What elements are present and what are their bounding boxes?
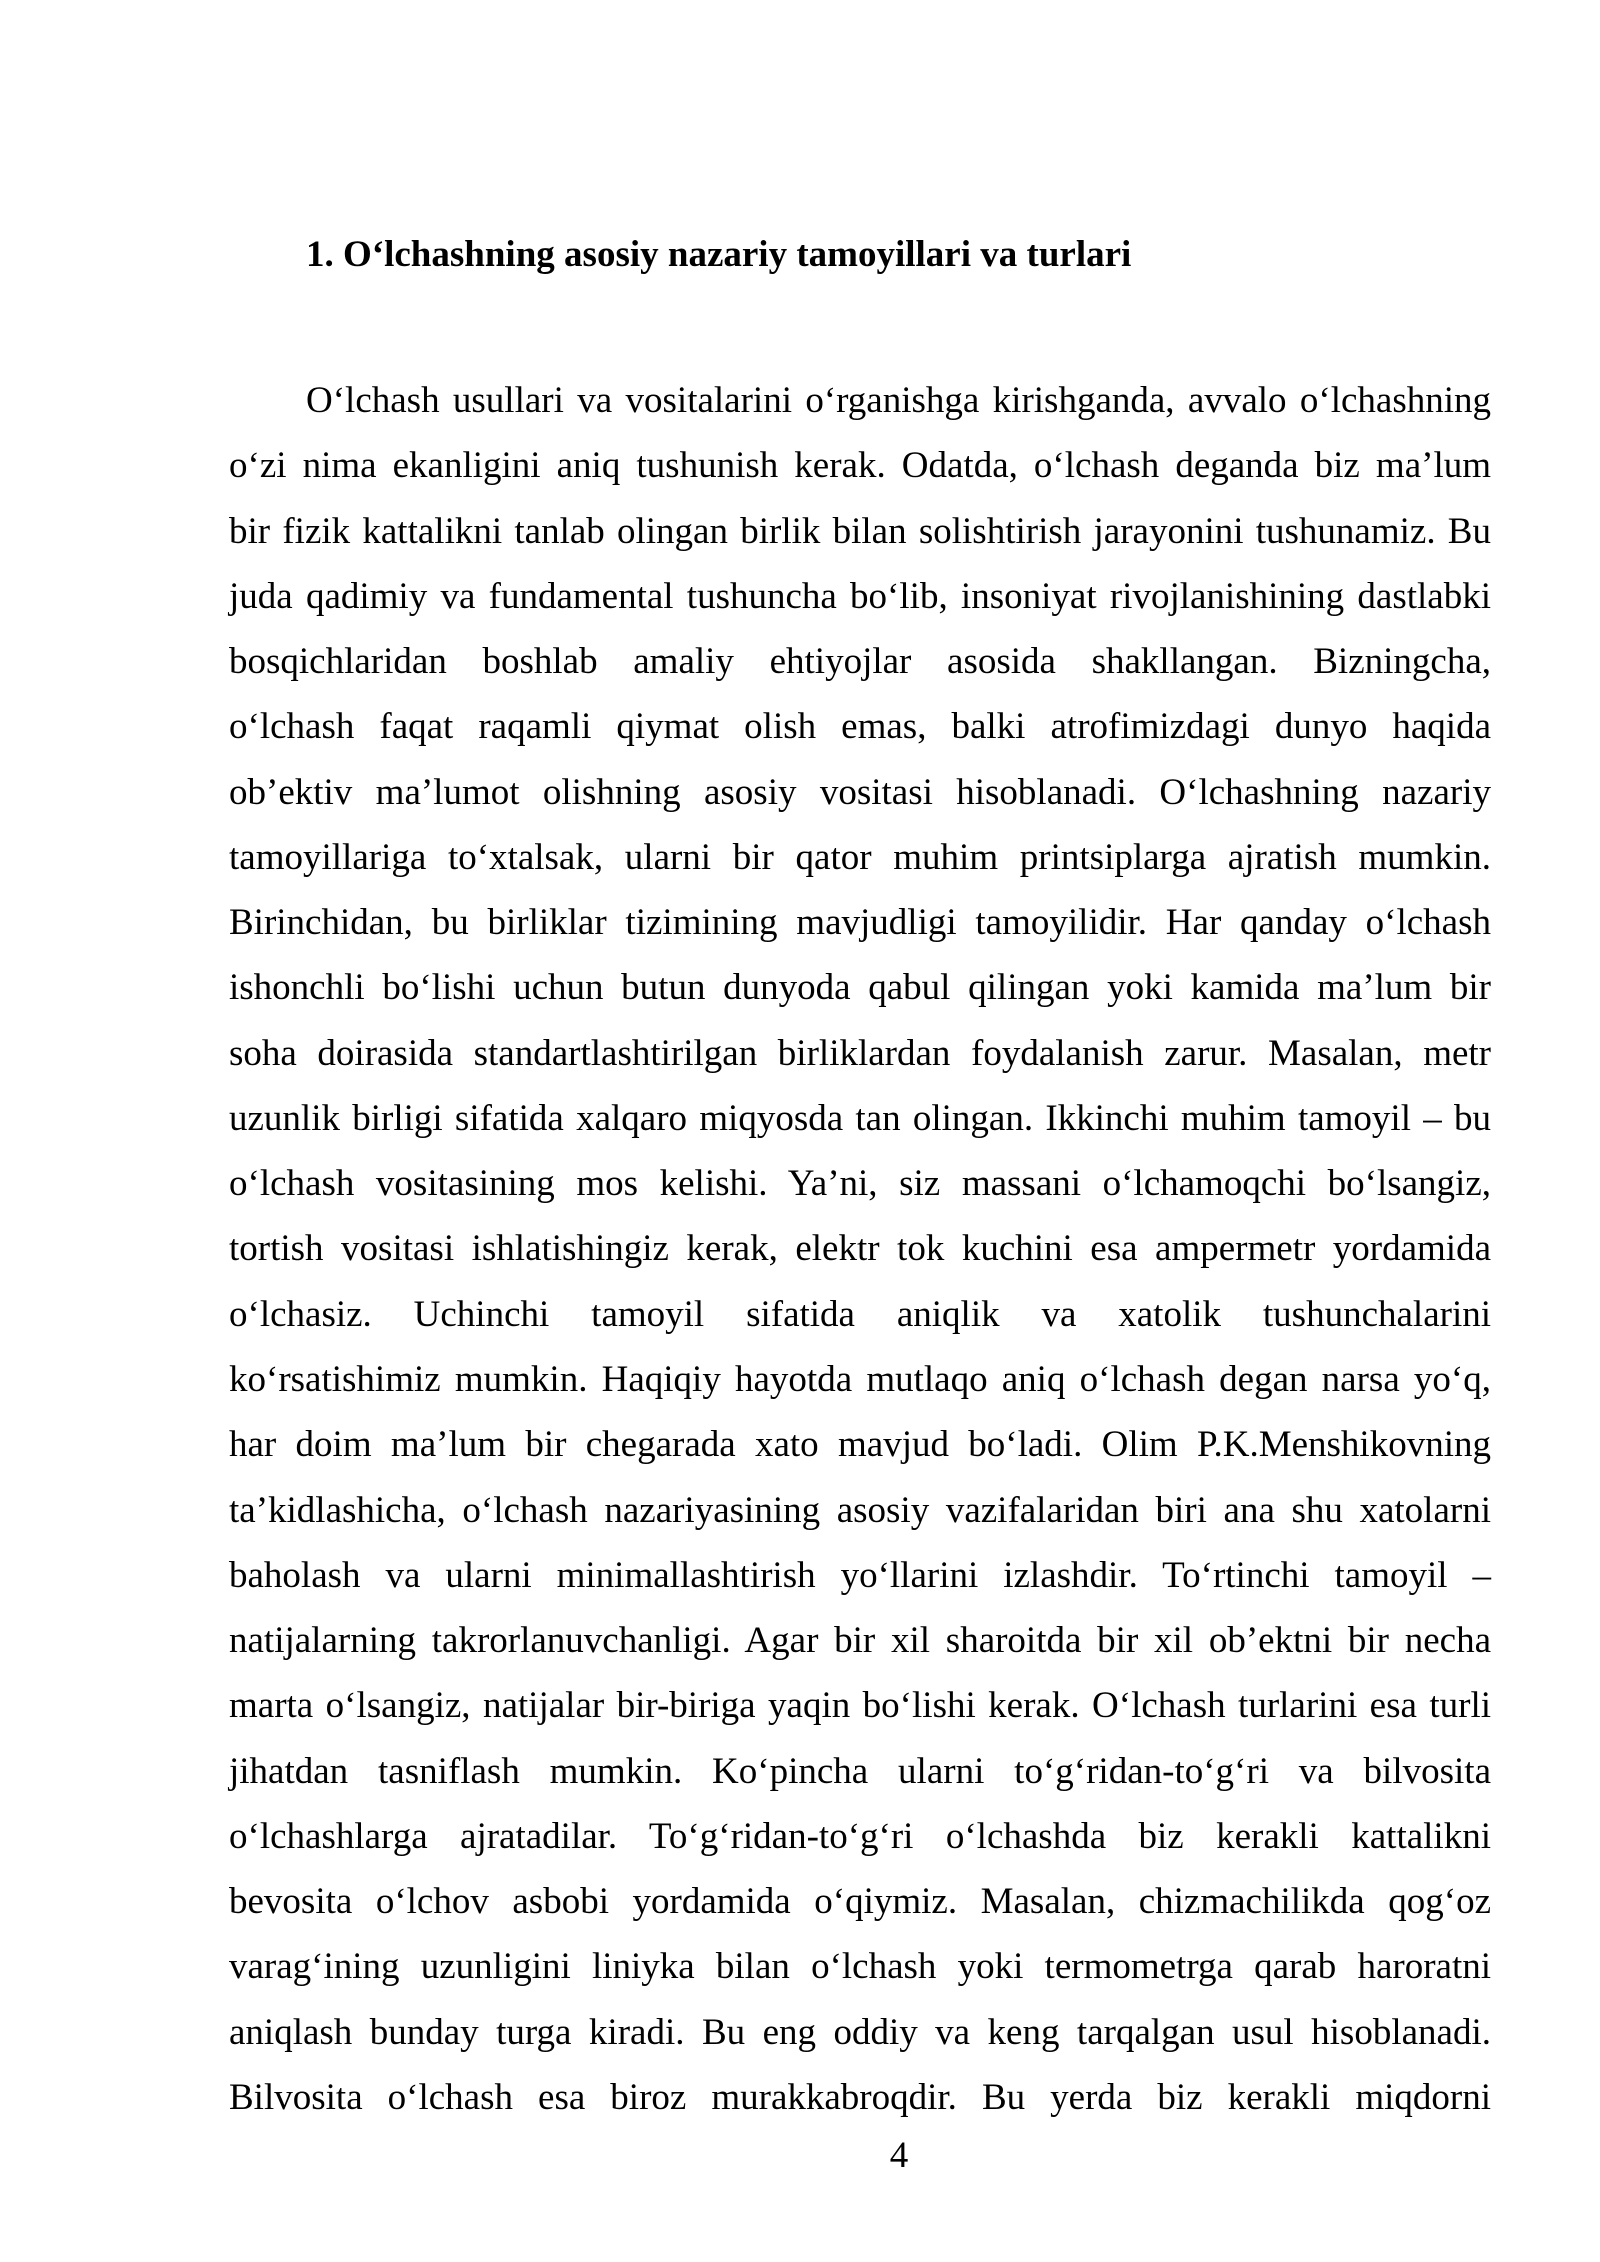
body-line: o‘lchasiz. Uchinchi tamoyil sifatida aniqlik va xatolik tushunchalarini xyxy=(229,1293,1491,1335)
page-number: 4 xyxy=(889,2135,909,2176)
body-line: o‘lchash faqat raqamli qiymat olish emas, balki atrofimizdagi dunyo haqida xyxy=(229,706,1491,748)
body-line: O‘lchash usullari va vositalarini o‘rganishga kirishganda, avvalo o‘lchashning xyxy=(306,380,1491,421)
body-line: Bilvosita o‘lchash esa biroz murakkabroqdir. Bu yerda biz kerakli miqdorni xyxy=(229,2076,1491,2118)
body-line: ishonchli bo‘lishi uchun butun dunyoda qabul qilingan yoki kamida ma’lum bir xyxy=(229,967,1491,1009)
body-line: baholash va ularni minimallashtirish yo‘llarini izlashdir. To‘rtinchi tamoyil – xyxy=(229,1554,1491,1596)
body-line: tortish vositasi ishlatishingiz kerak, elektr tok kuchini esa ampermetr yordamida xyxy=(229,1228,1491,1270)
body-line: har doim ma’lum bir chegarada xato mavjud bo‘ladi. Olim P.K.Menshikovning xyxy=(229,1424,1491,1466)
body-line: jihatdan tasniflash mumkin. Ko‘pincha ularni to‘g‘ridan-to‘g‘ri va bilvosita xyxy=(229,1750,1491,1792)
body-line: ta’kidlashicha, o‘lchash nazariyasining asosiy vazifalaridan biri ana shu xatolarni xyxy=(229,1489,1491,1531)
body-line: o‘lchash vositasining mos kelishi. Ya’ni, siz massani o‘lchamoqchi bo‘lsangiz, xyxy=(229,1163,1491,1205)
body-paragraph xyxy=(229,368,1491,2130)
body-line: uzunlik birligi sifatida xalqaro miqyosda tan olingan. Ikkinchi muhim tamoyil – bu xyxy=(229,1097,1491,1139)
section-heading: 1. O‘lchashning asosiy nazariy tamoyillari va turlari xyxy=(306,234,1132,275)
body-line: marta o‘lsangiz, natijalar bir-biriga yaqin bo‘lishi kerak. O‘lchash turlarini esa turli xyxy=(229,1685,1491,1727)
body-line: bosqichlaridan boshlab amaliy ehtiyojlar asosida shakllangan. Bizningcha, xyxy=(229,641,1491,683)
body-line: o‘lchashlarga ajratadilar. To‘g‘ridan-to‘g‘ri o‘lchashda biz kerakli kattalikni xyxy=(229,1815,1491,1857)
body-line: ob’ektiv ma’lumot olishning asosiy vositasi hisoblanadi. O‘lchashning nazariy xyxy=(229,771,1491,813)
body-line: juda qadimiy va fundamental tushuncha bo‘lib, insoniyat rivojlanishining dastlabki xyxy=(229,575,1491,617)
body-line: varag‘ining uzunligini liniyka bilan o‘lchash yoki termometrga qarab haroratni xyxy=(229,1946,1491,1988)
body-line: tamoyillariga to‘xtalsak, ularni bir qator muhim printsiplarga ajratish mumkin. xyxy=(229,836,1491,878)
body-line: natijalarning takrorlanuvchanligi. Agar bir xil sharoitda bir xil ob’ektni bir necha xyxy=(229,1620,1491,1662)
body-line: bir fizik kattalikni tanlab olingan birlik bilan solishtirish jarayonini tushunamiz. Bu xyxy=(229,510,1491,552)
body-line: soha doirasida standartlashtirilgan birliklardan foydalanish zarur. Masalan, metr xyxy=(229,1032,1491,1074)
body-line: Birinchidan, bu birliklar tizimining mavjudligi tamoyilidir. Har qanday o‘lchash xyxy=(229,902,1491,944)
body-line: ko‘rsatishimiz mumkin. Haqiqiy hayotda mutlaqo aniq o‘lchash degan narsa yo‘q, xyxy=(229,1358,1491,1400)
body-line: o‘zi nima ekanligini aniq tushunish kerak. Odatda, o‘lchash deganda biz ma’lum xyxy=(229,445,1491,487)
body-line: aniqlash bunday turga kiradi. Bu eng oddiy va keng tarqalgan usul hisoblanadi. xyxy=(229,2011,1491,2053)
body-line: bevosita o‘lchov asbobi yordamida o‘qiymiz. Masalan, chizmachilikda qog‘oz xyxy=(229,1881,1491,1923)
